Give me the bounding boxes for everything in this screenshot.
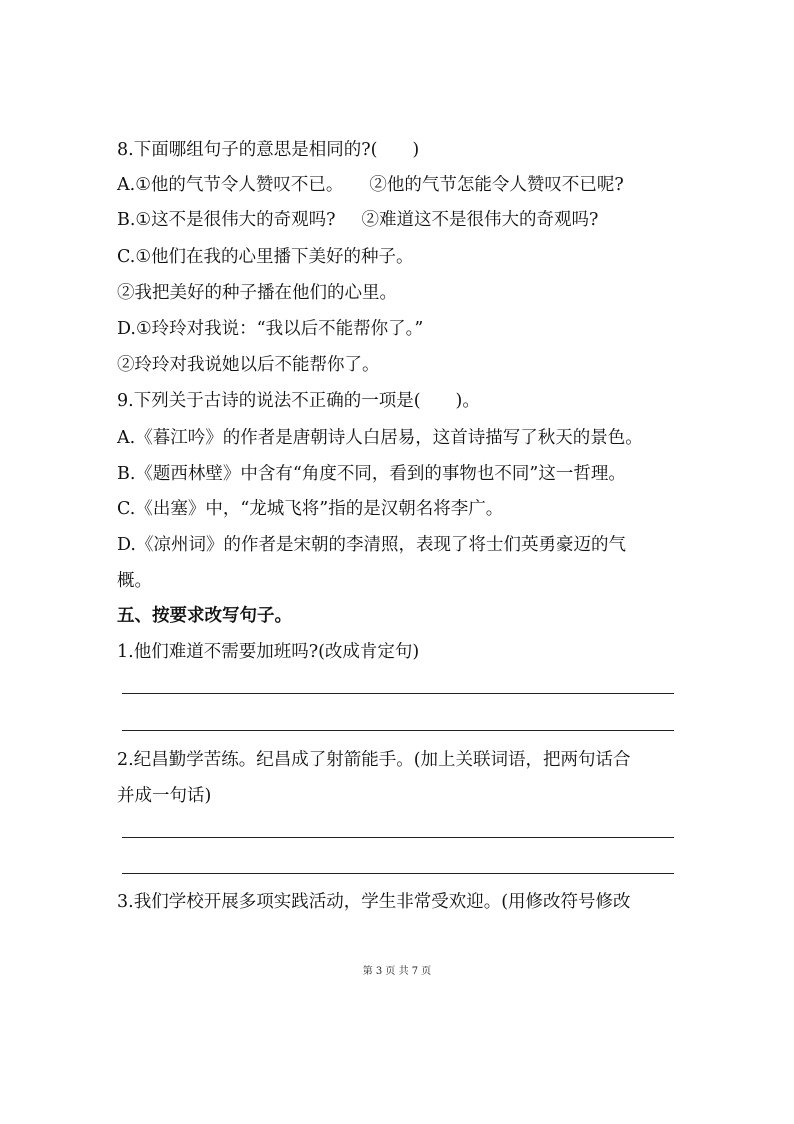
answer-line[interactable] bbox=[122, 873, 674, 874]
section-5-question-2-line-1: 2.纪昌勤学苦练。纪昌成了射箭能手。(加上关联词语，把两句话合 bbox=[117, 750, 631, 770]
option-d-sentence-1: D.①玲玲对我说：“我以后不能帮你了。” bbox=[117, 319, 424, 339]
answer-line[interactable] bbox=[122, 693, 674, 694]
option-c-sentence-2: ②我把美好的种子播在他们的心里。 bbox=[117, 283, 397, 303]
question-8-stem: 8.下面哪组句子的意思是相同的?( ) bbox=[117, 140, 420, 160]
question-9-option-a: A.《暮江吟》的作者是唐朝诗人白居易，这首诗描写了秋天的景色。 bbox=[117, 428, 643, 448]
section-5-question-3: 3.我们学校开展多项实践活动，学生非常受欢迎。(用修改符号修改 bbox=[117, 892, 631, 912]
question-9-option-b: B.《题西林壁》中含有“角度不同，看到的事物也不同”这一哲理。 bbox=[117, 464, 626, 484]
section-5-heading: 五、按要求改写句子。 bbox=[117, 606, 292, 626]
option-d-sentence-2: ②玲玲对我说她以后不能帮你了。 bbox=[117, 355, 380, 375]
section-5-question-1: 1.他们难道不需要加班吗?(改成肯定句) bbox=[117, 642, 420, 662]
question-9-option-d-line-1: D.《凉州词》的作者是宋朝的李清照，表现了将士们英勇豪迈的气 bbox=[117, 535, 626, 555]
option-c-sentence-1: C.①他们在我的心里播下美好的种子。 bbox=[117, 247, 414, 267]
answer-line[interactable] bbox=[122, 730, 674, 731]
question-8-option-a bbox=[117, 173, 624, 197]
question-9-stem: 9.下列关于古诗的说法不正确的一项是( )。 bbox=[117, 391, 480, 411]
answer-line[interactable] bbox=[122, 837, 674, 838]
page-number: 第 3 页 共 7 页 bbox=[362, 966, 432, 977]
question-9-option-c: C.《出塞》中，“龙城飞将”指的是汉朝名将李广。 bbox=[117, 499, 504, 519]
option-a-sentence-1: A.①他的气节令人赞叹不已。 bbox=[117, 175, 344, 195]
question-8-option-b bbox=[117, 208, 598, 232]
question-9-option-d-line-2: 概。 bbox=[117, 571, 152, 591]
option-a-sentence-2: ②他的气节怎能令人赞叹不已呢? bbox=[369, 175, 624, 195]
section-5-question-2-line-2: 并成一句话) bbox=[117, 786, 212, 806]
option-b-sentence-2: ②难道这不是很伟大的奇观吗? bbox=[361, 210, 599, 230]
option-b-sentence-1: B.①这不是很伟大的奇观吗? bbox=[117, 210, 336, 230]
